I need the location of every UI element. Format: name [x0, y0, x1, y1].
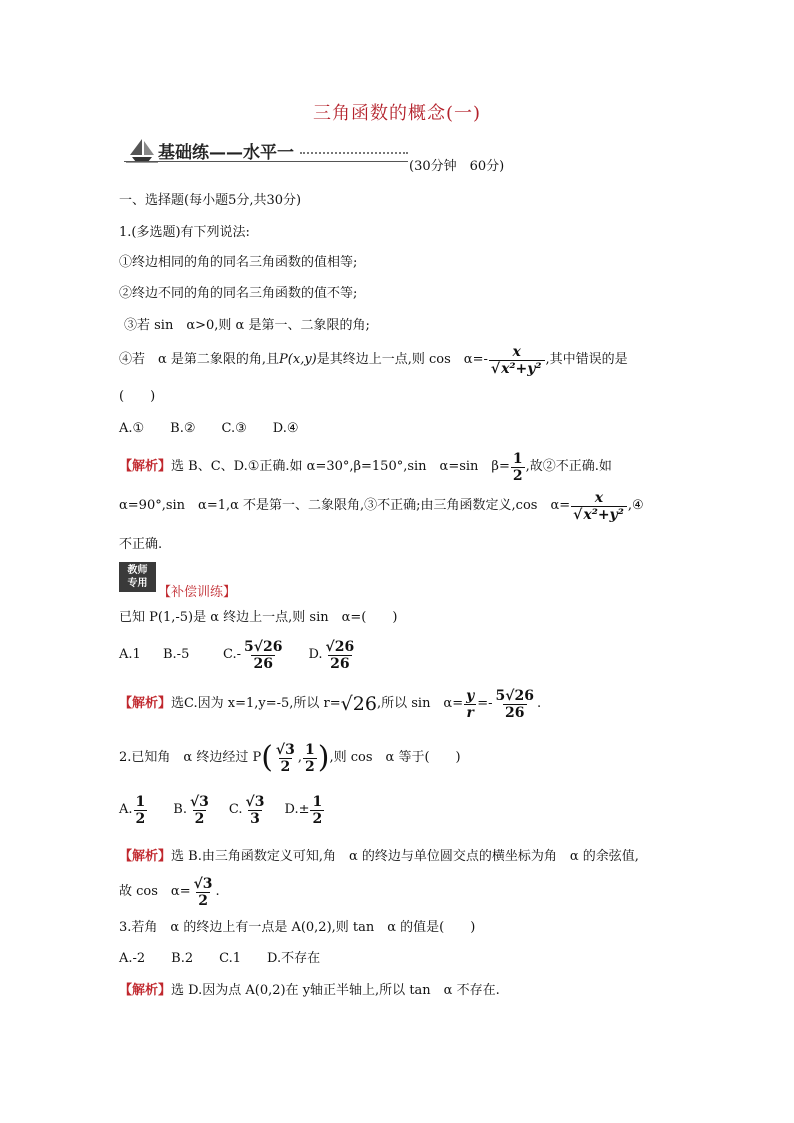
supp-answer-eq: =- — [477, 696, 493, 711]
section-label: 基础练——水平一 — [158, 143, 294, 163]
supp-answer-tag: 【解析】 — [119, 696, 172, 711]
supp-options — [119, 633, 357, 677]
q1-answer-text-2b: ,④ — [627, 498, 644, 513]
sailboat-icon — [124, 137, 158, 163]
q2-option-b-num: √3 — [189, 793, 209, 810]
q2-p-fraction-2 — [303, 742, 317, 775]
q1-statement-4 — [119, 340, 628, 380]
q2-option-c-fraction — [244, 794, 267, 827]
q2-answer-num: √3 — [193, 875, 213, 892]
q1-s4-text-b: 是其终边上一点,则 cos α=- — [316, 352, 488, 367]
q2-paren-open: ( — [261, 740, 273, 775]
q2-answer-line-1 — [119, 848, 639, 866]
dotted-divider — [300, 152, 408, 154]
q1-answer-fraction-1 — [511, 451, 525, 484]
q2-answer-text-2b: . — [215, 884, 220, 899]
q2-stem-a: 2.已知角 α 终边经过 P — [119, 750, 262, 765]
part-heading: 一、选择题(每小题5分,共30分) — [119, 193, 302, 208]
q2-answer-den: 2 — [198, 892, 208, 909]
q1-statement-3: ③若 sin α>0,则 α 是第一、二象限的角; — [124, 318, 370, 333]
supp-option-c: C.- — [223, 647, 242, 662]
supp-answer-fraction-2 — [494, 688, 536, 721]
q2-p-num-1: √3 — [275, 741, 295, 758]
page-title: 三角函数的概念(一) — [312, 103, 482, 124]
q1-answer-num-2: x — [594, 489, 604, 506]
q2-option-c-den: 3 — [250, 810, 260, 827]
supp-option-d-num: √26 — [325, 638, 355, 655]
q1-answer-num-1: 1 — [512, 450, 523, 467]
supp-answer-num-1: y — [466, 687, 475, 704]
supp-answer-den-2: 26 — [505, 704, 525, 721]
q2-answer-text-1: 选 B.由三角函数定义可知,角 α 的终边与单位圆交点的横坐标为角 α 的余弦值, — [171, 849, 639, 864]
q1-statement-1: ①终边相同的角的同名三角函数的值相等; — [119, 255, 358, 270]
q2-answer-line-2 — [119, 872, 220, 912]
q1-answer-line-1 — [119, 447, 612, 487]
supplementary-heading: 【补偿训练】 — [158, 585, 237, 600]
q1-answer-tag: 【解析】 — [119, 459, 172, 474]
supp-answer-text-a: 选C.因为 x=1,y=-5,所以 r= — [171, 696, 341, 711]
supp-option-d: D. — [308, 647, 323, 662]
q1-s4-point: P(x,y) — [279, 352, 317, 367]
q1-answer-radicand-2: x²+y² — [583, 506, 624, 523]
q1-stem: 1.(多选题)有下列说法: — [119, 225, 250, 240]
q3-answer-text: 选 D.因为点 A(0,2)在 y轴正半轴上,所以 tan α 不存在. — [171, 983, 500, 998]
supp-option-d-fraction — [324, 639, 357, 672]
supp-option-b: B.-5 — [163, 647, 190, 662]
supp-option-c-num: 5√26 — [244, 638, 283, 655]
q1-answer-line-3: 不正确. — [119, 537, 163, 552]
q2-option-d-num: 1 — [312, 793, 323, 810]
q2-p-fraction-1 — [274, 742, 297, 775]
q3-answer — [119, 982, 500, 1000]
supp-answer-den-1: r — [466, 704, 474, 721]
q2-option-c: C. — [228, 802, 243, 817]
q1-answer-den-1: 2 — [512, 467, 523, 484]
q2-option-b: B. — [173, 802, 187, 817]
supp-answer-fraction-1 — [464, 688, 476, 721]
q2-option-a-den: 2 — [135, 810, 146, 827]
q3-answer-tag: 【解析】 — [119, 983, 172, 998]
q1-statement-2: ②终边不同的角的同名三角函数的值不等; — [119, 286, 358, 301]
q2-option-b-den: 2 — [194, 810, 205, 827]
q2-p-den-1: 2 — [280, 758, 291, 775]
q2-option-d-fraction — [310, 794, 324, 827]
q1-answer-text-1a: 选 B、C、D.①正确.如 α=30°,β=150°,sin α=sin β= — [171, 459, 510, 474]
q1-s4-radicand: x²+y² — [501, 360, 542, 377]
q1-answer-line-2 — [119, 486, 644, 526]
q1-s4-denominator: √x²+y² — [489, 360, 545, 377]
q2-options — [119, 788, 325, 832]
q2-option-d: D.± — [284, 802, 310, 817]
supp-option-c-fraction — [242, 639, 284, 672]
q1-options: A.① B.② C.③ D.④ — [119, 421, 299, 436]
section-underline — [124, 161, 408, 162]
teacher-only-badge — [119, 562, 156, 592]
q2-stem — [119, 736, 461, 780]
q2-option-a-num: 1 — [135, 793, 146, 810]
supp-option-c-den: 26 — [253, 655, 273, 672]
q2-paren-close: ) — [317, 740, 330, 775]
q1-paren: ( ) — [119, 389, 156, 404]
teacher-badge-line-2: 专用 — [127, 578, 148, 589]
q3-options: A.-2 B.2 C.1 D.不存在 — [119, 951, 321, 966]
supp-answer — [119, 684, 541, 724]
q2-answer-text-2a: 故 cos α= — [119, 884, 191, 899]
q1-answer-text-2a: α=90°,sin α=1,α 不是第一、二象限角,③不正确;由三角函数定义,cos α= — [119, 498, 571, 513]
supp-answer-r: √26 — [340, 693, 377, 715]
q1-s4-numerator: x — [512, 343, 521, 360]
q1-answer-den-2: √x²+y² — [571, 506, 627, 523]
q1-s4-fraction — [489, 344, 545, 377]
q2-option-c-num: √3 — [245, 793, 265, 810]
q2-answer-tag: 【解析】 — [119, 849, 172, 864]
q1-answer-text-1b: ,故②不正确.如 — [525, 459, 612, 474]
q2-option-d-den: 2 — [312, 810, 323, 827]
supp-option-d-den: 26 — [330, 655, 350, 672]
q2-stem-b: ,则 cos α 等于( ) — [329, 750, 461, 765]
supp-answer-text-b: ,所以 sin α= — [376, 696, 464, 711]
q2-p-comma: , — [297, 750, 303, 765]
supp-answer-num-2: 5√26 — [495, 687, 534, 704]
q1-answer-fraction-2 — [571, 490, 627, 523]
section-time: (30分钟 60分) — [409, 159, 505, 174]
supp-answer-end: . — [536, 696, 542, 711]
q2-option-a-fraction — [134, 794, 148, 827]
supp-option-a: A.1 — [119, 647, 141, 662]
teacher-badge-line-1: 教师 — [127, 565, 148, 576]
q2-p-num-2: 1 — [305, 741, 315, 758]
q1-s4-text-a: ④若 α 是第二象限的角,且 — [119, 352, 280, 367]
q3-stem: 3.若角 α 的终边上有一点是 A(0,2),则 tan α 的值是( ) — [119, 920, 476, 935]
q1-s4-text-c: ,其中错误的是 — [545, 352, 628, 367]
q2-answer-fraction — [192, 876, 215, 909]
supp-stem: 已知 P(1,-5)是 α 终边上一点,则 sin α=( ) — [119, 610, 398, 625]
q2-option-a: A. — [119, 802, 133, 817]
q2-p-den-2: 2 — [305, 758, 315, 775]
q2-option-b-fraction — [188, 794, 211, 827]
